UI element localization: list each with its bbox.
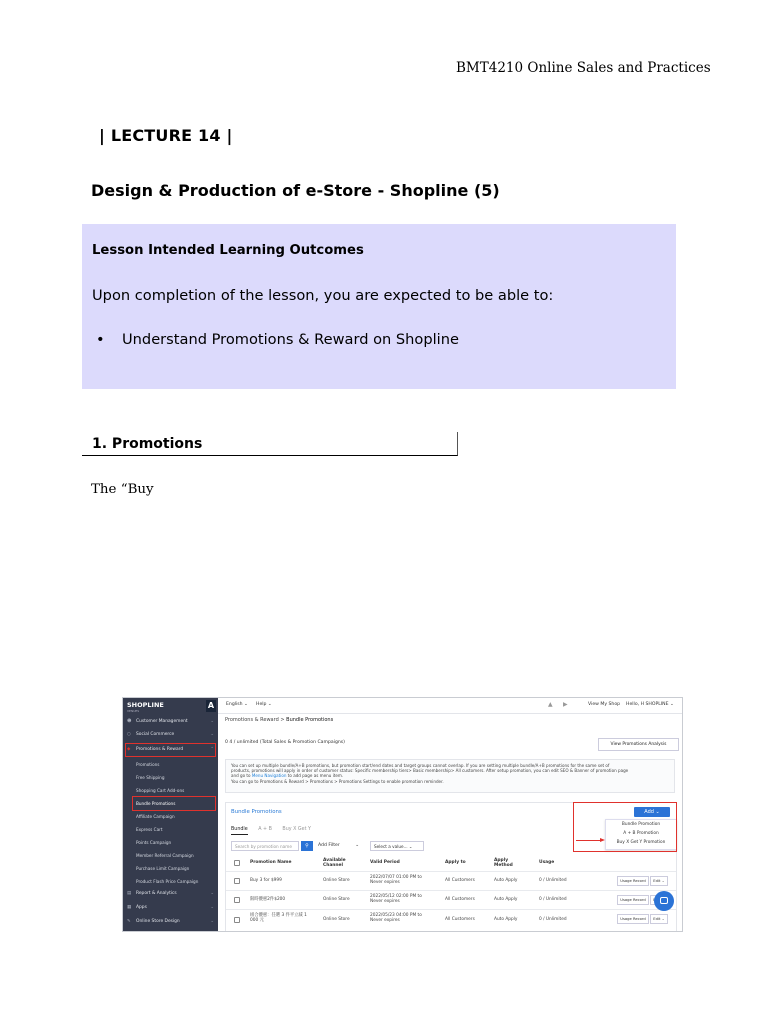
sidebar-sub-flash-price[interactable]: Product Flash Price Campaign — [136, 879, 199, 884]
info-line: You can set up multiple bundle/A+B promotions, but promotion start/end dates and target groups cannot overlap. If you are setting multiple bundle/A+B promotions for the same set of — [231, 763, 610, 768]
design-icon: ✎ — [127, 919, 131, 924]
breadcrumb — [225, 717, 333, 723]
edit-button[interactable]: Edit ⌄ — [650, 914, 668, 924]
sidebar-item-label: Report & Analytics — [136, 891, 177, 896]
sidebar-item-label: Promotions & Reward — [136, 747, 184, 752]
promotion-name[interactable]: 組合優惠：任選 3 件平立減 1 — [250, 913, 307, 918]
chevron-down-icon: ⌄ — [355, 843, 360, 848]
language-selector[interactable]: English ⌄ — [226, 702, 248, 707]
chevron-down-icon: ⌄ — [210, 905, 214, 910]
sidebar — [123, 698, 218, 931]
apply-to: All Customers — [445, 917, 475, 922]
usage: 0 / Unlimited — [539, 878, 567, 883]
menu-item-buy-x-get-y-promotion[interactable]: Buy X Get Y Promotion — [616, 840, 666, 845]
info-line: You can go to Promotions & Reward > Promotions > Promotions Settings to enable promotion reminder. — [231, 778, 444, 784]
sidebar-sub-promotions[interactable]: Promotions — [136, 762, 160, 767]
chat-button[interactable] — [654, 891, 674, 911]
column-header: Apply Method — [494, 858, 513, 868]
valid-period-end: Never expires — [370, 918, 400, 923]
tab-bundle[interactable]: Bundle — [231, 827, 248, 835]
chart-icon: ▤ — [127, 891, 132, 896]
apply-method: Auto Apply — [494, 897, 518, 902]
bullet-marker: • — [96, 331, 105, 348]
sidebar-item-online-store-design[interactable] — [123, 916, 218, 928]
available-channel: Online Store — [323, 897, 350, 902]
sidebar-item-social-commerce[interactable] — [123, 729, 218, 741]
valid-period: 2022/05/23 04:00 PM to — [370, 913, 422, 918]
tab-buy-x-get-y[interactable]: Buy X Get Y — [282, 827, 311, 832]
column-header: Available Channel — [323, 858, 346, 868]
shopline-logo — [126, 700, 215, 713]
sidebar-sub-cart-add-ons[interactable]: Shopping Cart Add-ons — [136, 788, 185, 793]
logo-text: SHOPLINE — [127, 701, 164, 709]
help-menu[interactable]: Help ⌄ — [256, 702, 272, 707]
valid-period: 2022/05/12 02:00 PM to — [370, 894, 422, 899]
usage: 0 / Unlimited — [539, 917, 567, 922]
sidebar-item-report-analytics[interactable] — [123, 888, 218, 900]
lecture-label: | LECTURE 14 | — [99, 126, 233, 145]
user-greeting[interactable]: Hello, H SHOPLINE ⌄ — [626, 702, 674, 707]
column-header: Apply to — [445, 860, 466, 865]
promotion-tabs — [231, 827, 320, 832]
tab-a-plus-b[interactable]: A + B — [258, 827, 272, 832]
usage: 0 / Unlimited — [539, 897, 567, 902]
row-checkbox[interactable] — [234, 897, 240, 903]
sidebar-sub-points-campaign[interactable]: Points Campaign — [136, 840, 172, 845]
chat-icon: ○ — [127, 732, 131, 737]
filter-label: Add Filter — [318, 843, 340, 848]
sidebar-sub-affiliate-campaign[interactable]: Affiliate Campaign — [136, 814, 175, 819]
outcomes-intro: Upon completion of the lesson, you are expected to be able to: — [92, 287, 554, 304]
menu-item-bundle-promotion[interactable]: Bundle Promotion — [621, 822, 661, 827]
info-text: to add page as menu item. — [287, 773, 344, 779]
campaign-counter: 0 4 / unlimited (Total Sales & Promotion Campaigns) — [225, 740, 345, 745]
add-filter-dropdown[interactable] — [318, 843, 359, 848]
info-line: products, promotions will apply in order of customer status: Specific membership tiers> Basic membership> All customers. After setup promotion, you can edit SEO & Banner of promotion page — [231, 768, 629, 774]
available-channel: Online Store — [323, 878, 350, 883]
view-promotions-analysis-button[interactable]: View Promotions Analysis — [598, 738, 679, 751]
row-checkbox[interactable] — [234, 917, 240, 923]
info-box — [225, 759, 675, 793]
megaphone-icon[interactable]: ▶ — [563, 701, 568, 708]
column-header: Promotion Name — [250, 860, 292, 865]
document-header: BMT4210 Online Sales and Practices — [456, 60, 711, 76]
add-button[interactable]: Add ⌄ — [634, 807, 670, 817]
apply-method: Auto Apply — [494, 917, 518, 922]
sidebar-item-label: Social Commerce — [136, 732, 175, 737]
row-divider — [226, 909, 676, 910]
view-my-shop-link[interactable]: View My Shop — [588, 702, 621, 707]
menu-navigation-link[interactable]: Menu Navigation — [251, 773, 287, 779]
valid-period: 2022/07/07 01:00 PM to — [370, 875, 422, 880]
sidebar-item-apps[interactable] — [123, 902, 218, 914]
document-title: Design & Production of e-Store - Shopline (5) — [91, 181, 500, 200]
sidebar-highlight-bundle-promotions — [132, 796, 216, 811]
usage-record-button[interactable]: Usage Record — [617, 914, 649, 924]
chevron-down-icon: ⌄ — [210, 919, 214, 924]
sidebar-sub-purchase-limit[interactable]: Purchase Limit Campaign — [136, 866, 190, 871]
chevron-down-icon: ⌄ — [210, 891, 214, 896]
learning-outcomes-box — [82, 224, 676, 389]
logo-badge: A — [207, 701, 215, 710]
chevron-down-icon: ⌄ — [408, 844, 413, 849]
shopline-screenshot — [122, 697, 683, 932]
sidebar-sub-member-referral[interactable]: Member Referral Campaign — [136, 853, 194, 858]
outcomes-heading: Lesson Intended Learning Outcomes — [92, 243, 364, 258]
row-divider — [226, 890, 676, 891]
chevron-down-icon: ⌄ — [210, 732, 214, 737]
available-channel: Online Store — [323, 917, 350, 922]
sidebar-item-customer-management[interactable] — [123, 716, 218, 728]
apps-icon: ▦ — [127, 905, 132, 910]
user-icon: ☻ — [127, 719, 132, 724]
promotion-name[interactable]: 限時優惠2件$200 — [250, 897, 286, 902]
edit-button[interactable]: Edit ⌄ — [650, 876, 668, 886]
arrow-line — [576, 840, 602, 841]
sidebar-item-label: Online Store Design — [136, 919, 180, 924]
chevron-down-icon: ⌄ — [210, 719, 214, 724]
sidebar-sub-free-shipping[interactable]: Free Shipping — [136, 775, 165, 780]
sidebar-item-label: Apps — [136, 905, 147, 910]
breadcrumb-parent[interactable]: Promotions & Reward — [225, 717, 279, 723]
menu-item-a-plus-b-promotion[interactable]: A + B Promotion — [623, 831, 659, 836]
top-bar — [218, 698, 682, 714]
search-input[interactable]: Search by promotion name — [231, 841, 299, 851]
sidebar-highlight-promotions-reward — [125, 743, 216, 757]
paragraph: The “Buy — [91, 482, 154, 497]
header-divider — [226, 871, 676, 872]
valid-period-end: Never expires — [370, 880, 400, 885]
column-header: Usage — [539, 860, 555, 865]
promotion-name[interactable]: Buy 3 for $999 — [250, 878, 282, 883]
usage-record-button[interactable]: Usage Record — [617, 895, 649, 905]
apply-to: All Customers — [445, 878, 475, 883]
panel-title: Bundle Promotions — [231, 809, 282, 815]
select-all-checkbox[interactable] — [234, 860, 240, 866]
search-icon: ⚲ — [305, 843, 309, 849]
usage-record-button[interactable]: Usage Record — [617, 876, 649, 886]
search-button[interactable] — [301, 841, 313, 851]
tag-icon: ◆ — [127, 747, 131, 752]
section-heading-text: 1. Promotions — [92, 436, 203, 452]
apply-method: Auto Apply — [494, 878, 518, 883]
info-text: and go to — [231, 773, 251, 779]
sidebar-sub-bundle-promotions[interactable]: Bundle Promotions — [136, 801, 176, 806]
row-checkbox[interactable] — [234, 878, 240, 884]
valid-period-end: Never expires — [370, 899, 400, 904]
sidebar-item-label: Customer Management — [136, 719, 188, 724]
promotion-name-cont: 000 元 — [250, 918, 264, 923]
outcome-item: Understand Promotions & Reward on Shopline — [122, 331, 459, 348]
breadcrumb-current: Bundle Promotions — [286, 717, 334, 723]
sidebar-sub-express-cart[interactable]: Express Cart — [136, 827, 163, 832]
section-heading — [82, 432, 458, 456]
logo-subtext: VENUES — [127, 709, 140, 713]
apply-to: All Customers — [445, 897, 475, 902]
column-header: Valid Period — [370, 860, 400, 865]
highlight-box — [573, 802, 677, 852]
bell-icon[interactable]: ▲ — [548, 701, 553, 708]
chat-icon — [660, 897, 668, 904]
select-placeholder: Select a value... — [374, 844, 408, 849]
filter-value-select[interactable] — [370, 841, 424, 851]
chevron-up-icon: ⌃ — [210, 747, 214, 752]
arrow-head — [600, 838, 605, 842]
breadcrumb-separator: > — [280, 717, 285, 723]
